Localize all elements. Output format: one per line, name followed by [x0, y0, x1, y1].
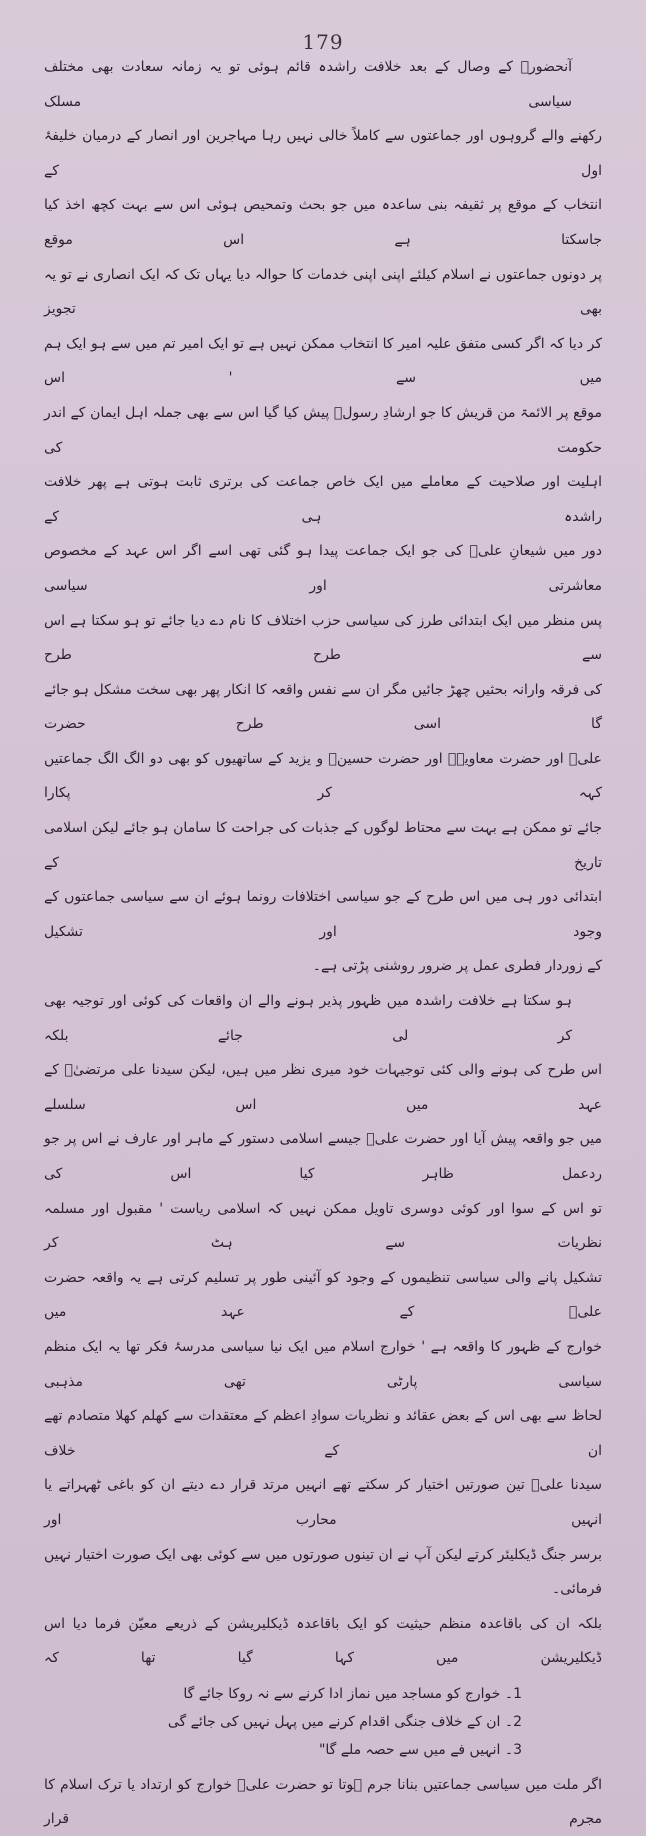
declaration-list	[44, 1676, 602, 1764]
list-item: 1۔ خوارج کو مساجد میں نماز ادا کرنے سے نہ روکا جائے گا	[183, 1685, 522, 1702]
text-line: تشکیل پانے والی سیاسی تنظیموں کے وجود کو آئینی طور پر تسلیم کرتی ہے یہ واقعہ حضرت علیؓ کے عہد میں	[44, 1269, 602, 1321]
text-line: پر دونوں جماعتوں نے اسلام کیلئے اپنی اپنی خدمات کا حوالہ دیا یہاں تک کہ ایک انصاری نے تو یہ بھی تجویز	[44, 266, 602, 318]
text-line: کی فرقہ وارانہ بحثیں چھڑ جائیں مگر ان سے نفس واقعہ کا انکار پھر بھی سخت مشکل ہو جائے گا اسی طرح حضرت	[44, 681, 602, 733]
text-line: اس طرح کی ہونے والی کئی توجیہات خود میری نظر میں ہیں، لیکن سیدنا علی مرتضیٰؓ کے عہد میں اس سلسلے	[44, 1062, 602, 1113]
body-text	[44, 50, 602, 1676]
text-line: لحاظ سے بھی اس کے بعض عقائد و نظریات سوادِ اعظم کے معتقدات سے کھلم کھلا متصادم تھے ان کے خلاف	[44, 1408, 602, 1459]
text-line: تو اس کے سوا اور کوئی دوسری تاویل ممکن نہیں کہ اسلامی ریاست ' مقبول اور مسلمہ نظریات سے ہٹ کر	[44, 1200, 602, 1252]
page-number: 179	[302, 30, 344, 54]
text-line: ہو سکتا ہے خلافت راشدہ میں ظہور پذیر ہونے والے ان واقعات کی کوئی اور توجیہ بھی کر لی جائے بلکہ	[44, 993, 572, 1044]
list-item: 2۔ ان کے خلاف جنگی اقدام کرنے میں پہل نہیں کی جائے گی	[167, 1713, 522, 1730]
text-line: اہلیت اور صلاحیت کے معاملے میں ایک خاص جماعت کی برتری ثابت ہوتی ہے پھر خلافت راشدہ ہی کے	[44, 474, 602, 525]
text-line: انتخاب کے موقع پر ثقیفہ بنی ساعدہ میں جو بحث وتمحیص ہوئی اس سے بہت کچھ اخذ کیا جاسکتا ہے اس موقع	[44, 197, 602, 248]
text-line: میں جو واقعہ پیش آیا اور حضرت علیؓ جیسے اسلامی دستور کے ماہر اور عارف نے اس پر جو ردعمل ظاہر کیا اس کی	[44, 1131, 602, 1182]
text-line: دور میں شیعانِ علیؓ کی جو ایک جماعت پیدا ہو گئی تھی اسے اگر اس عہد کے مخصوص معاشرتی اور سیاسی	[44, 543, 602, 594]
text-line: خوارج کے ظہور کا واقعہ ہے ' خوارج اسلام میں ایک نیا سیاسی مدرسۂ فکر تھا یہ ایک منظم سیاسی پارٹی تھی مذہبی	[44, 1338, 602, 1390]
text-line: کے زوردار فطری عمل پر ضرور روشنی پڑتی ہے۔	[312, 958, 602, 975]
text-line: برسر جنگ ڈیکلیئر کرتے لیکن آپ نے ان تینوں صورتوں میں سے کوئی بھی ایک صورت اختیار نہیں فرمائی۔	[44, 1546, 602, 1598]
text-line: موقع پر الائمۃ من قریش کا جو ارشادِ رسولؐ پیش کیا گیا اس سے بھی جملہ اہل ایمان کے اندر حکومت کی	[44, 404, 602, 456]
text-line: ابتدائی دور ہی میں اس طرح کے جو سیاسی اختلافات رونما ہوئے ان سے سیاسی جماعتوں کے وجود اور تشکیل	[44, 889, 602, 940]
text-line: بلکہ ان کی باقاعدہ منظم حیثیت کو ایک باقاعدہ ڈیکلیریشن کے ذریعے معیّن فرما دیا اس ڈیکلیریشن میں کہا گیا تھا کہ	[44, 1615, 602, 1667]
text-line: سیدنا علیؓ تین صورتیں اختیار کر سکتے تھے انہیں مرتد قرار دے دیتے ان کو باغی ٹھہراتے یا انہیں محارب اور	[44, 1477, 602, 1528]
text-line: جائے تو ممکن ہے بہت سے محتاط لوگوں کے جذبات کی جراحت کا سامان ہو جائے لیکن اسلامی تاریخ کے	[44, 820, 602, 871]
list-item: 3۔ انہیں فے میں سے حصہ ملے گا"	[318, 1741, 522, 1758]
text-line: علیؓ اور حضرت معاویہؓ اور حضرت حسینؓ و یزید کے ساتھیوں کو بھی دو الگ الگ جماعتیں کہہ کر پکارا	[44, 750, 602, 802]
page-content	[44, 50, 602, 1836]
text-line: پس منظر میں ایک ابتدائی طرز کی سیاسی حزب اختلاف کا نام دے دیا جائے تو ہو سکتا ہے اس سے طرح طرح	[44, 612, 602, 664]
closing-line: اگر ملت میں سیاسی جماعتیں بنانا جرم ہوتا تو حضرت علیؓ خوارج کو ارتداد یا ترک اسلام کا مجرم قرار	[44, 1776, 602, 1827]
text-line: آنحضورؐ کے وصال کے بعد خلافت راشدہ قائم ہوئی تو یہ زمانہ سعادت بھی مختلف سیاسی مسلک	[44, 59, 572, 110]
text-line: کر دیا کہ اگر کسی متفق علیہ امیر کا انتخاب ممکن نہیں ہے تو ایک امیر تم میں سے ہو ایک ہم میں سے ' اس	[44, 335, 602, 387]
text-line: رکھنے والے گروہوں اور جماعتوں سے کاملاً خالی نہیں رہا مہاجرین اور انصار کے درمیان خلیفۂ اول کے	[44, 128, 602, 179]
